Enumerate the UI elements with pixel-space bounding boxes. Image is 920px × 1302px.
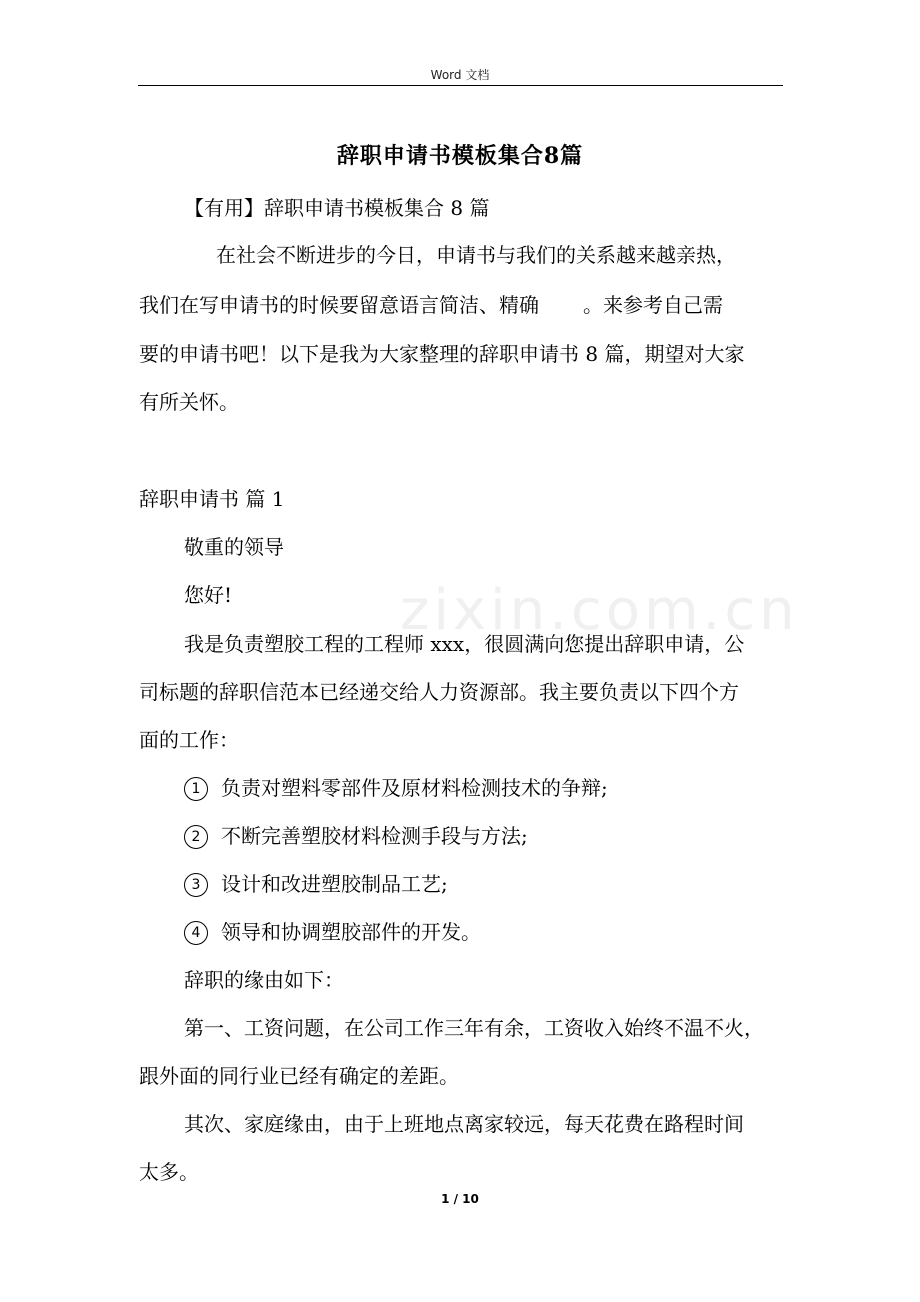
list-item-text: 负责对塑料零部件及原材料检测技术的争辩; [221,776,608,800]
list-item [184,822,528,850]
circled-number-4: 4 [184,921,208,945]
list-item [184,918,481,946]
intro-line-3: 要的申请书吧！以下是我为大家整理的辞职申请书 8 篇，期望对大家 [139,342,745,366]
circled-number-1: 1 [184,777,208,801]
subtitle: 【有用】辞职申请书模板集合 8 篇 [184,196,490,220]
watermark: zixin.com.cn [400,578,799,643]
page-header: Word 文档 [430,68,490,82]
circled-number-3: 3 [184,873,208,897]
circled-number-2: 2 [184,825,208,849]
body-line-3: 面的工作： [139,728,239,752]
list-item-text: 领导和协调塑胶部件的开发。 [221,920,481,944]
reason-2-line-2: 太多。 [139,1160,199,1184]
reason-1-line-2: 跟外面的同行业已经有确定的差距。 [139,1064,459,1088]
page-number: 1 / 10 [441,1192,479,1206]
intro-line-4: 有所关怀。 [139,390,239,414]
reason-2-line-1: 其次、家庭缘由，由于上班地点离家较远，每天花费在路程时间 [184,1112,744,1136]
intro-line-2b: 。来参考自己需 [583,293,723,317]
document-title: 辞职申请书模板集合8篇 [336,143,584,169]
list-item [184,870,448,898]
list-item-text: 设计和改进塑胶制品工艺; [221,872,448,896]
intro-line-2 [139,291,723,319]
greeting: 您好! [184,583,233,607]
reason-1-line-1: 第一、工资问题，在公司工作三年有余，工资收入始终不温不火， [184,1016,764,1040]
list-item-text: 不断完善塑胶材料检测手段与方法; [221,824,528,848]
intro-line-1: 在社会不断进步的今日，申请书与我们的关系越来越亲热， [216,243,736,267]
body-line-1: 我是负责塑胶工程的工程师 xxx，很圆满向您提出辞职申请，公 [184,632,745,656]
section-heading: 辞职申请书 篇 1 [139,487,285,511]
salutation: 敬重的领导 [184,535,284,559]
header-divider [138,85,783,86]
body-line-2: 司标题的辞职信范本已经递交给人力资源部。我主要负责以下四个方 [139,680,739,704]
list-item [184,774,608,802]
intro-line-2a: 我们在写申请书的时候要留意语言简洁、精确 [139,293,539,317]
reasons-intro: 辞职的缘由如下： [184,968,344,992]
